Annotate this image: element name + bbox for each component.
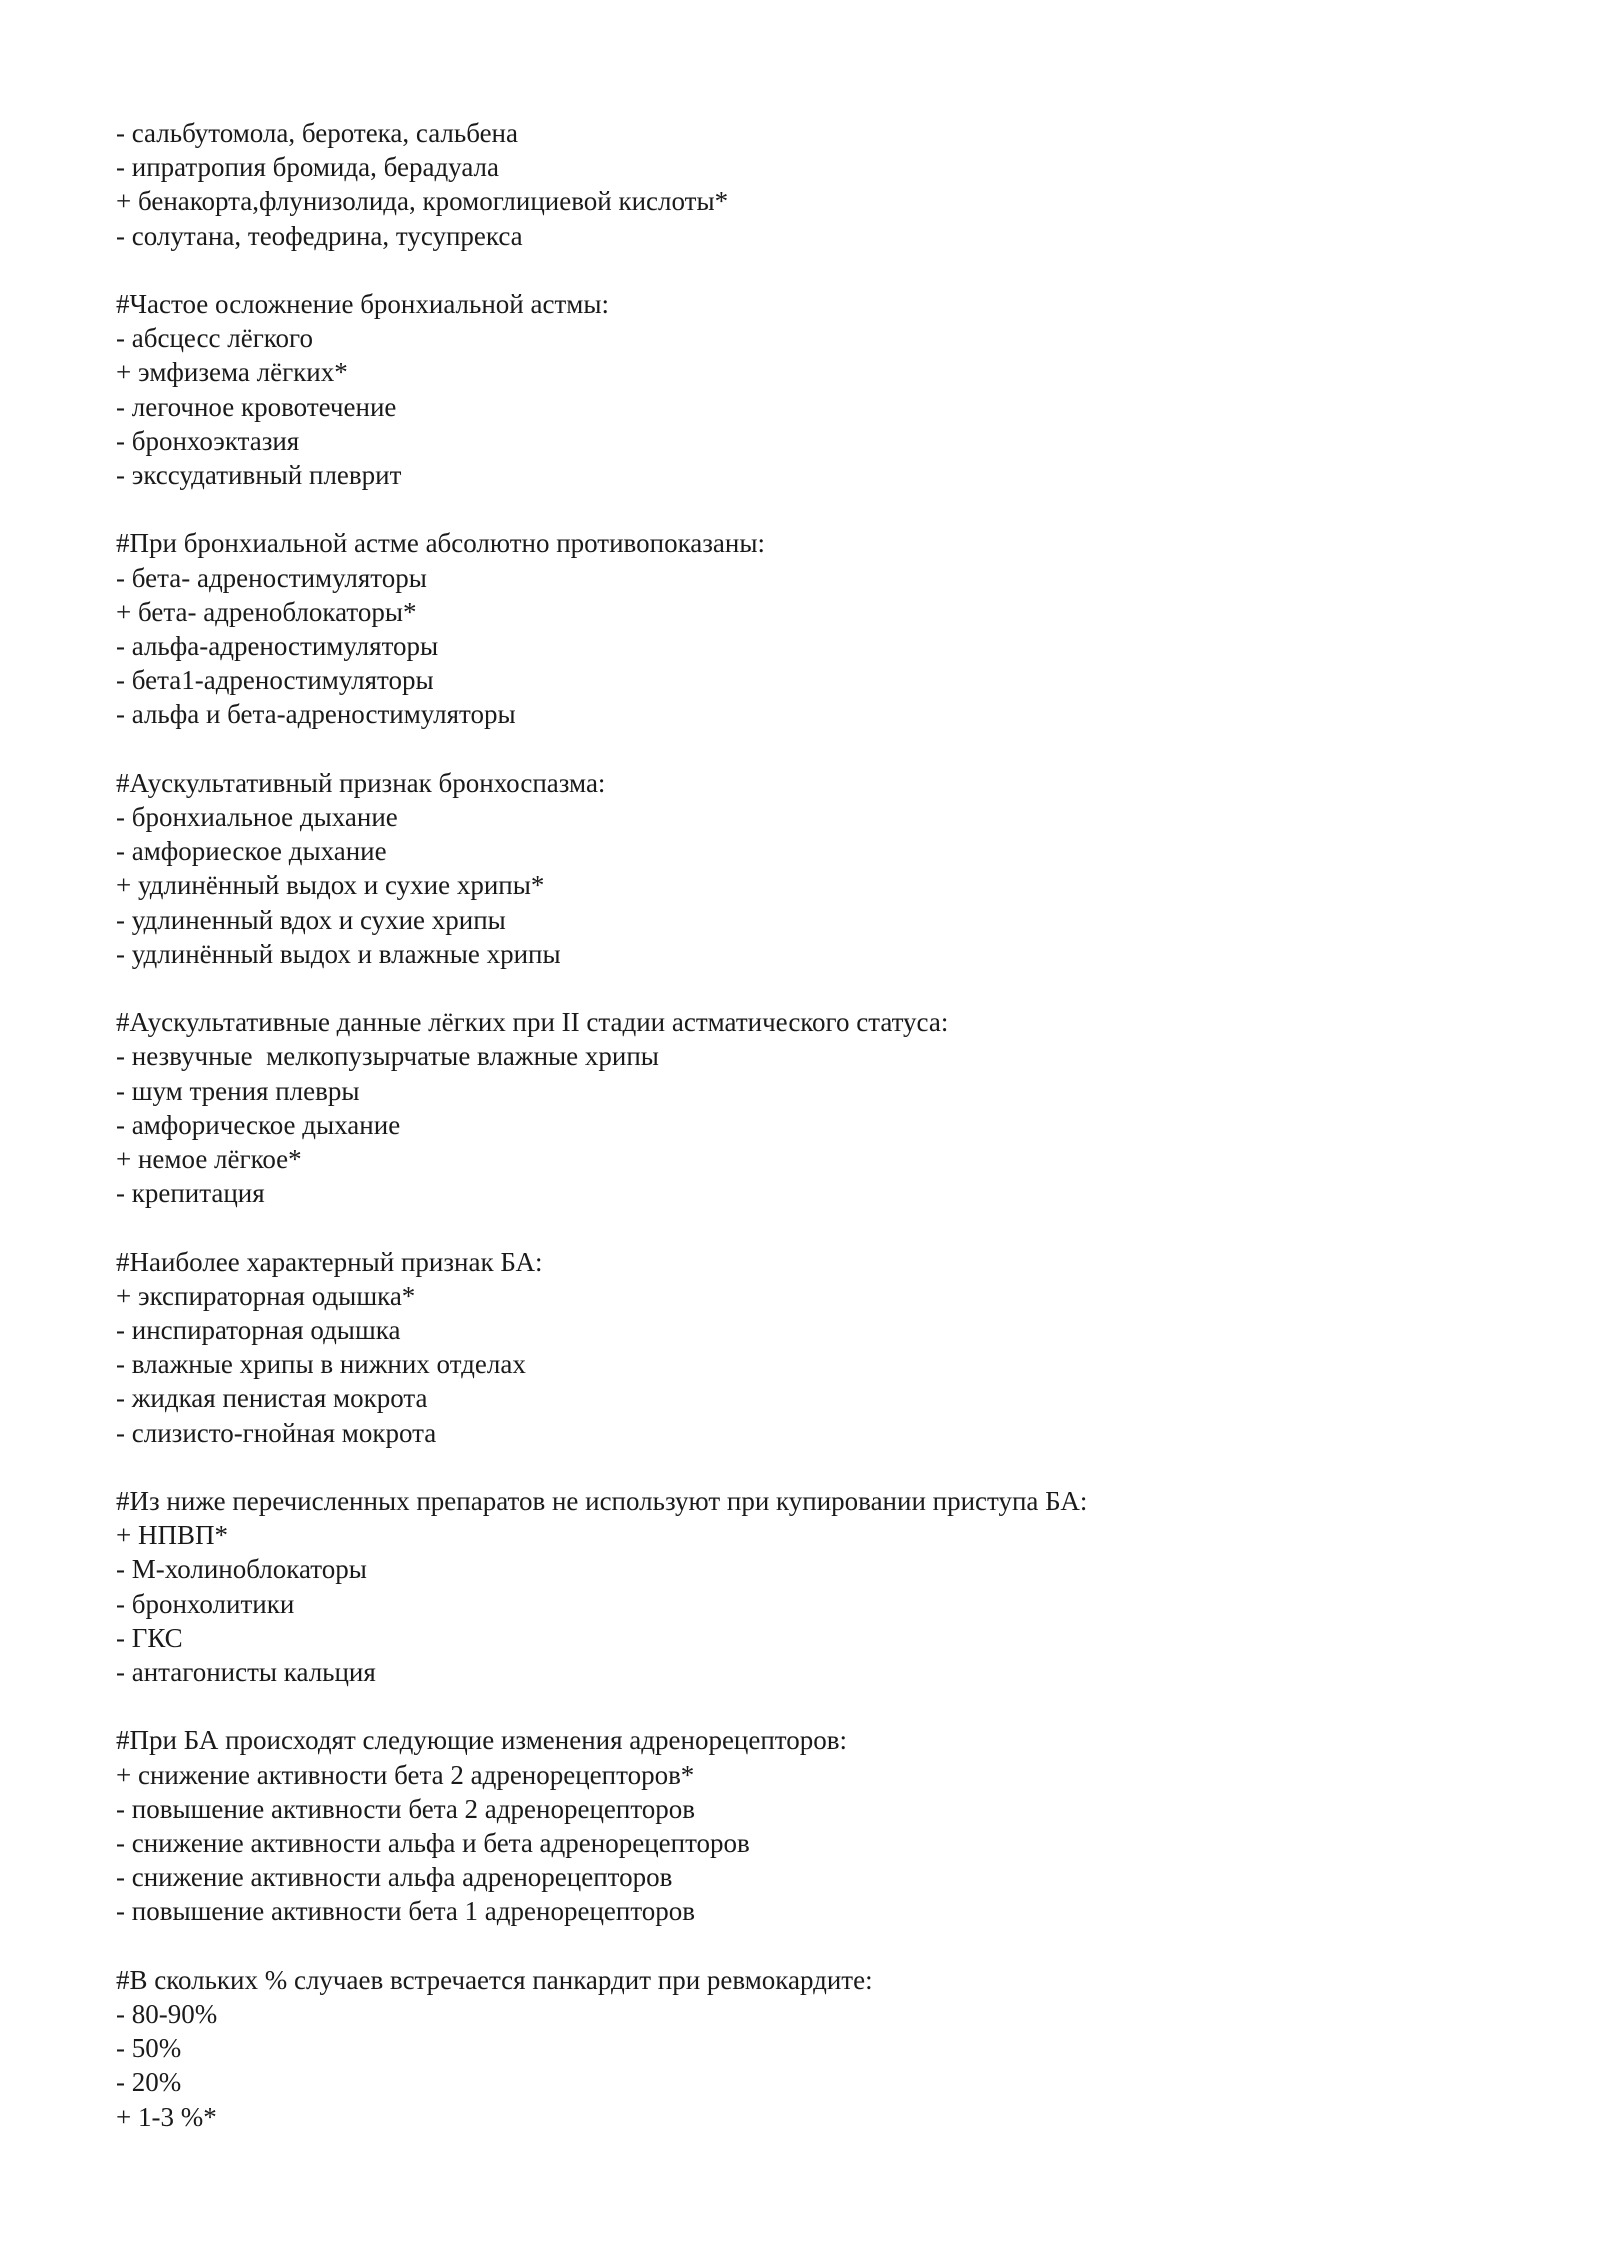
answer-option: - удлинённый выдох и влажные хрипы	[116, 938, 561, 969]
answer-option-correct: + бенакорта,флунизолида, кромоглициевой кислоты*	[116, 186, 729, 217]
answer-option-correct: + снижение активности бета 2 адренорецепторов*	[116, 1759, 695, 1790]
question-text: #Частое осложнение бронхиальной астмы:	[116, 289, 609, 319]
question-block	[116, 1963, 1516, 2134]
question-text: #В скольких % случаев встречается панкардит при ревмокардите:	[116, 1964, 873, 1995]
question-block	[116, 1723, 1516, 1928]
answer-option: - абсцесс лёгкого	[116, 323, 313, 354]
answer-option: - амфорическое дыхание	[116, 1109, 401, 1140]
question-text: #Из ниже перечисленных препаратов не используют при купировании приступа БА:	[116, 1486, 1088, 1517]
question-block	[116, 1484, 1516, 1689]
answer-option: - шум трения плевры	[116, 1075, 360, 1106]
answer-option: - повышение активности бета 1 адренорецепторов	[116, 1896, 696, 1927]
answer-option: - антагонисты кальция	[116, 1657, 376, 1688]
answer-option: - экссудативный плеврит	[116, 460, 402, 491]
answer-option: - удлиненный вдох и сухие хрипы	[116, 904, 506, 935]
answer-option: - слизисто-гнойная мокрота	[116, 1417, 437, 1448]
answer-option-correct: + эмфизема лёгких*	[116, 357, 348, 388]
answer-option: - ипратропия бромида, берадуала	[116, 152, 500, 183]
answer-option: - 50%	[116, 2033, 182, 2064]
answer-option-correct: + 1-3 %*	[116, 2101, 217, 2132]
question-text: #При бронхиальной астме абсолютно противопоказаны:	[116, 528, 766, 559]
answer-option: - солутана, теофедрина, тусупрекса	[116, 220, 523, 251]
question-text: #Наиболее характерный признак БА:	[116, 1246, 543, 1277]
answer-option: - бронхолитики	[116, 1588, 295, 1619]
answer-option-correct: + бета- адреноблокаторы*	[116, 596, 417, 627]
answer-option: - крепитация	[116, 1178, 265, 1209]
question-text: #При БА происходят следующие изменения адренорецепторов:	[116, 1725, 848, 1756]
document-page	[116, 116, 1516, 2168]
question-block	[116, 766, 1516, 971]
question-block	[116, 1005, 1516, 1210]
answer-option-correct: + удлинённый выдох и сухие хрипы*	[116, 870, 545, 901]
answer-option: - снижение активности альфа адренорецепторов	[116, 1862, 673, 1893]
answer-option: - бронхиальное дыхание	[116, 802, 398, 833]
answer-option: - бета1-адреностимуляторы	[116, 665, 434, 696]
answer-option: - повышение активности бета 2 адренорецепторов	[116, 1793, 696, 1824]
answer-option: - жидкая пенистая мокрота	[116, 1383, 428, 1414]
answer-option-correct: + немое лёгкое*	[116, 1144, 302, 1175]
answer-option: - М-холиноблокаторы	[116, 1554, 367, 1585]
answer-option: - легочное кровотечение	[116, 391, 397, 422]
answer-option: - 20%	[116, 2067, 182, 2098]
answer-option: - бета- адреностимуляторы	[116, 562, 427, 593]
question-block	[116, 1245, 1516, 1450]
answer-option: - альфа и бета-адреностимуляторы	[116, 699, 516, 730]
answer-option: - сальбутомола, беротека, сальбена	[116, 118, 518, 148]
answer-option-correct: + экспираторная одышка*	[116, 1280, 416, 1311]
question-block	[116, 116, 1516, 253]
answer-option: - ГКС	[116, 1622, 183, 1653]
answer-option: - инспираторная одышка	[116, 1315, 401, 1346]
answer-option: - влажные хрипы в нижних отделах	[116, 1349, 526, 1380]
answer-option: - снижение активности альфа и бета адренорецепторов	[116, 1828, 750, 1859]
question-text: #Аускультативный признак бронхоспазма:	[116, 767, 606, 798]
question-text: #Аускультативные данные лёгких при II стадии астматического статуса:	[116, 1007, 949, 1038]
answer-option: - бронхоэктазия	[116, 425, 300, 456]
answer-option-correct: + НПВП*	[116, 1520, 228, 1551]
answer-option: - альфа-адреностимуляторы	[116, 631, 439, 662]
answer-option: - амфориеское дыхание	[116, 836, 387, 867]
question-block	[116, 526, 1516, 731]
answer-option: - 80-90%	[116, 1999, 218, 2030]
question-block	[116, 287, 1516, 492]
answer-option: - незвучные мелкопузырчатые влажные хрипы	[116, 1041, 659, 1072]
